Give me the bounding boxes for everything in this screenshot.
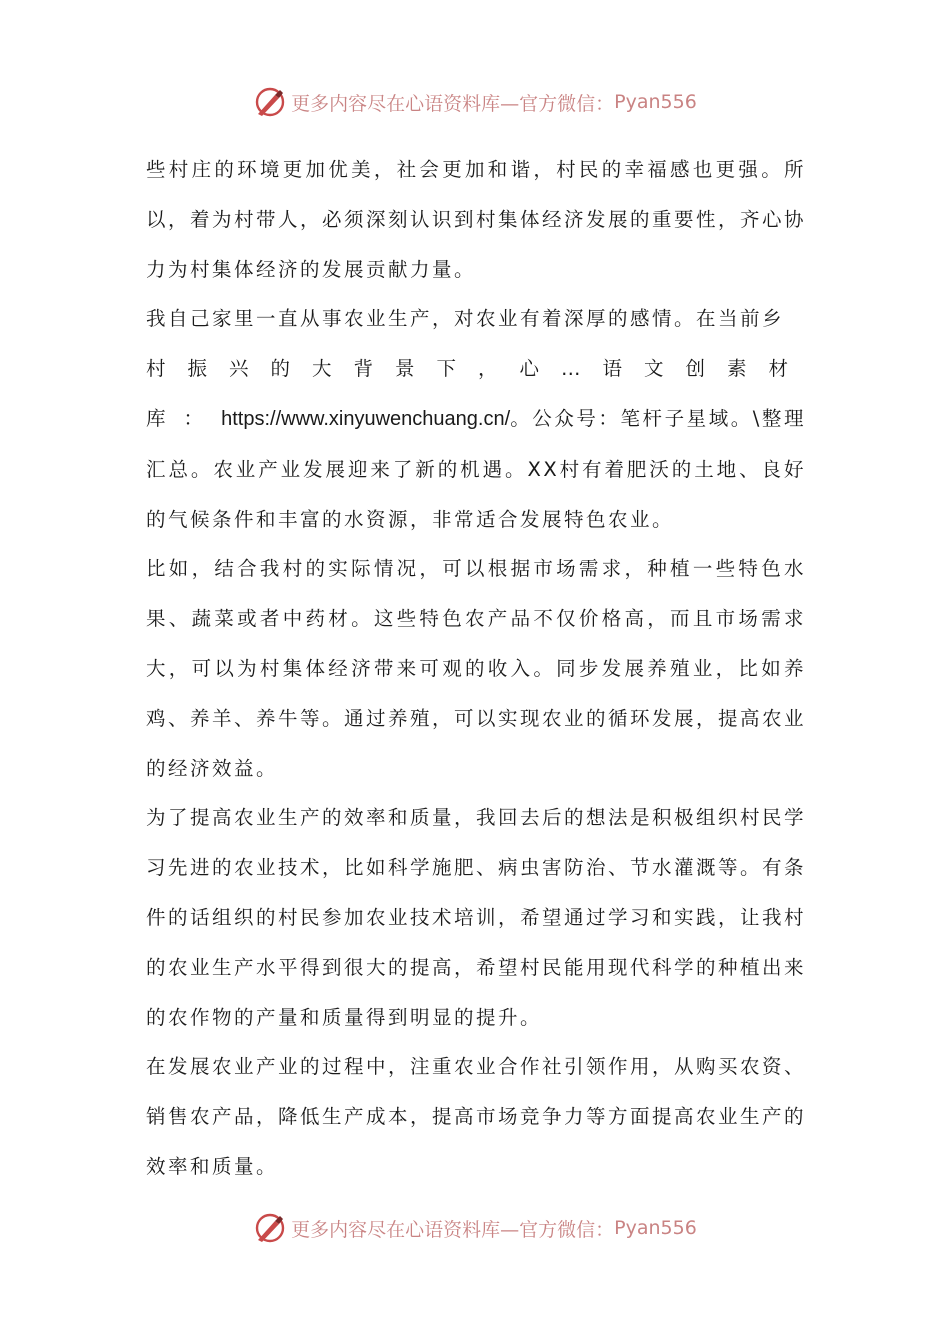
footer-wechat-id: Pyan556 xyxy=(614,1217,697,1239)
footer-banner xyxy=(0,1208,950,1248)
paragraph-2 xyxy=(146,294,806,544)
pen-circle-icon xyxy=(253,1211,287,1245)
pen-circle-icon xyxy=(253,85,287,119)
header-wechat-id: Pyan556 xyxy=(614,91,697,113)
paragraph-3: 比如，结合我村的实际情况，可以根据市场需求，种植一些特色水果、蔬菜或者中药材。这些特色农产品不仅价格高，而且市场需求大，可以为村集体经济带来可观的收入。同步发展养殖业，比如养鸡、养羊、养牛等。通过养殖，可以实现农业的循环发展，提高农业的经济效益。 xyxy=(146,557,807,780)
paragraph-2-lead: 我自己家里一直从事农业生产，对农业有着深厚的感情。在当前乡 xyxy=(146,307,785,331)
header-banner xyxy=(0,82,950,122)
paragraph-5: 在发展农业产业的过程中，注重农业合作社引领作用，从购买农资、销售农产品，降低生产成本，提高市场竞争力等方面提高农业生产的效率和质量。 xyxy=(146,1055,807,1178)
document-body xyxy=(146,145,806,1192)
footer-banner-text: 更多内容尽在心语资料库—官方微信： xyxy=(291,1218,615,1241)
paragraph-2-rest: 。公众号：笔杆子星域。\整理汇总。农业产业发展迎来了新的机遇。XX村有着肥沃的土地、良好的气候条件和丰富的水资源，非常适合发展特色农业。 xyxy=(146,406,806,531)
paragraph-4: 为了提高农业生产的效率和质量，我回去后的想法是积极组织村民学习先进的农业技术，比如科学施肥、病虫害防治、节水灌溉等。有条件的话组织的村民参加农业技术培训，希望通过学习和实践，让我村的农业生产水平得到很大的提高，希望村民能用现代科学的种植出来的农作物的产量和质量得到明显的提升。 xyxy=(146,806,807,1029)
header-banner-text: 更多内容尽在心语资料库—官方微信： xyxy=(291,92,615,115)
source-url-link[interactable]: https://www.xinyuwenchuang.cn/ xyxy=(221,407,511,430)
paragraph-1: 些村庄的环境更加优美，社会更加和谐，村民的幸福感也更强。所以，着为村带人，必须深刻认识到村集体经济发展的重要性，齐心协力为村集体经济的发展贡献力量。 xyxy=(146,158,807,281)
paragraph-2-source: 村振兴的大背景下，心…语文创素材库： xyxy=(146,357,806,430)
